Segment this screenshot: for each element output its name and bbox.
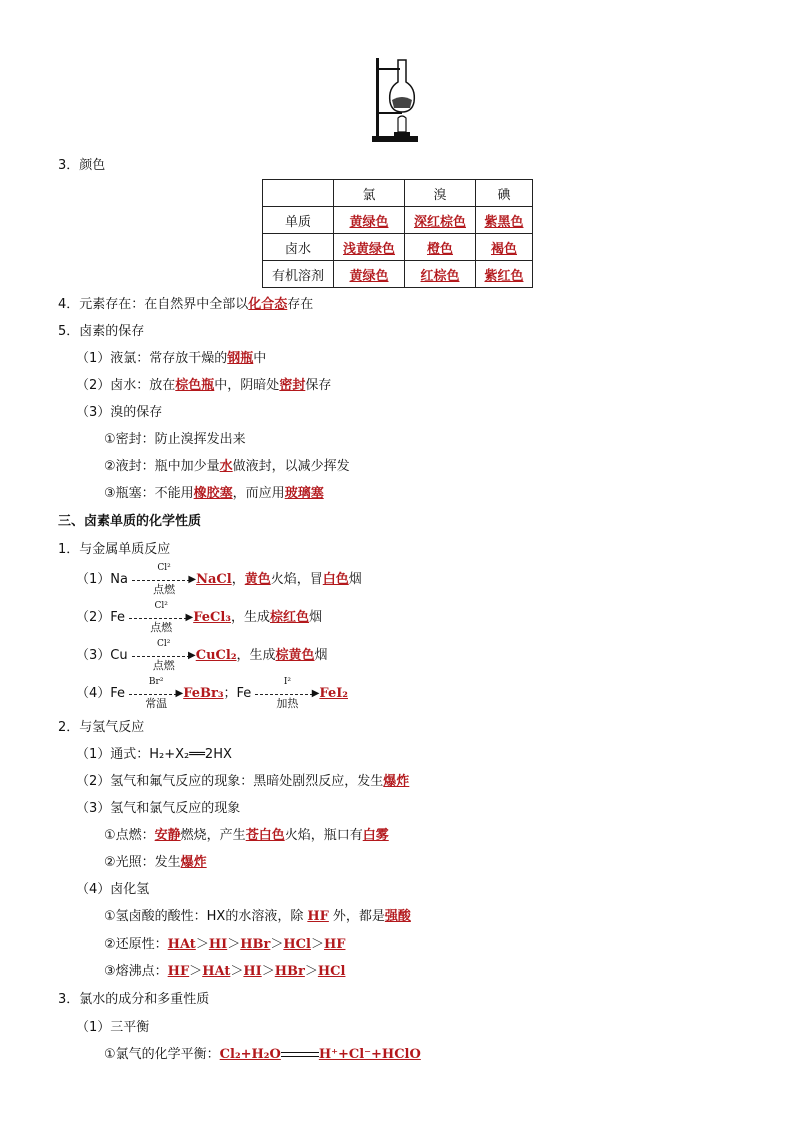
fluorine-line: （2）氢气和氟气反应的现象：黑暗处剧烈反应，发生爆炸 bbox=[76, 774, 410, 789]
table-row bbox=[263, 207, 533, 234]
storage-heading: 5．卤素的保存 bbox=[58, 324, 145, 339]
light-line: ②光照：发生爆炸 bbox=[104, 855, 207, 870]
halogen-water-line: （2）卤水：放在棕色瓶中，阴暗处密封保存 bbox=[76, 378, 332, 393]
general-formula-line: （1）通式：H₂+X₂══2HX bbox=[76, 747, 232, 762]
na-reaction-line: （1）Na Cl² ▶ 点燃 NaCl，黄色火焰，冒白色烟 bbox=[76, 562, 362, 596]
table-header: 溴 bbox=[405, 180, 476, 207]
halogen-color-table bbox=[262, 179, 533, 288]
table-row-label: 有机溶剂 bbox=[263, 261, 334, 288]
reaction-arrow: Br² ▶ 常温 bbox=[129, 683, 183, 705]
chlorine-water-heading: 3．氯水的成分和多重性质 bbox=[58, 992, 210, 1007]
fe-bromine-iodine-line: （4）Fe Br² ▶ 常温 FeBr₃；Fe I² ▶ 加热 FeI₂ bbox=[76, 676, 348, 710]
liquid-seal-line: ②液封：瓶中加少量水做液封，以减少挥发 bbox=[104, 459, 350, 474]
cu-reaction-line: （3）Cu Cl² ▶ 点燃 CuCl₂，生成棕黄色烟 bbox=[76, 638, 328, 672]
reducing-line: ②还原性：HAt＞HI＞HBr＞HCl＞HF bbox=[104, 937, 346, 952]
seal-line: ①密封：防止溴挥发出来 bbox=[104, 432, 246, 447]
table-cell: 橙色 bbox=[405, 234, 476, 261]
ignite-line: ①点燃：安静燃烧，产生苍白色火焰，瓶口有白雾 bbox=[104, 828, 389, 843]
table-row-label: 卤水 bbox=[263, 234, 334, 261]
table-cell: 褐色 bbox=[476, 234, 533, 261]
table-cell bbox=[263, 180, 334, 207]
liquid-chlorine-line: （1）液氯：常存放干燥的钢瓶中 bbox=[76, 351, 267, 366]
table-row-label: 单质 bbox=[263, 207, 334, 234]
table-cell: 红棕色 bbox=[405, 261, 476, 288]
reaction-arrow: Cl² ▶ 点燃 bbox=[132, 569, 196, 591]
bromine-storage-heading: （3）溴的保存 bbox=[76, 405, 163, 420]
reaction-arrow: Cl² ▶ 点燃 bbox=[132, 645, 196, 667]
table-cell: 紫黑色 bbox=[476, 207, 533, 234]
table-row bbox=[263, 234, 533, 261]
table-header: 碘 bbox=[476, 180, 533, 207]
equilibrium-line: ①氯气的化学平衡：Cl₂+H₂O H⁺+Cl⁻+HClO bbox=[104, 1047, 421, 1062]
chemical-properties-heading: 三、卤素单质的化学性质 bbox=[58, 514, 202, 529]
three-balance-heading: （1）三平衡 bbox=[76, 1020, 150, 1035]
reaction-arrow: Cl² ▶ 点燃 bbox=[129, 607, 193, 629]
fe-reaction-line: （2）Fe Cl² ▶ 点燃 FeCl₃，生成棕红色烟 bbox=[76, 600, 323, 634]
metal-reaction-heading: 1．与金属单质反应 bbox=[58, 542, 171, 557]
lab-apparatus-illustration bbox=[372, 56, 424, 144]
existence-line: 4．元素存在：在自然界中全部以化合态存在 bbox=[58, 297, 314, 312]
reaction-arrow: I² ▶ 加热 bbox=[255, 683, 319, 705]
table-header-row bbox=[263, 180, 533, 207]
equilibrium-arrow-icon bbox=[281, 1048, 319, 1062]
table-cell: 深红棕色 bbox=[405, 207, 476, 234]
table-row bbox=[263, 261, 533, 288]
table-cell: 黄绿色 bbox=[334, 207, 405, 234]
hydrogen-halide-heading: （4）卤化氢 bbox=[76, 882, 150, 897]
acidity-line: ①氢卤酸的酸性：HX的水溶液，除 HF 外，都是强酸 bbox=[104, 909, 411, 924]
section-heading-color: 3．颜色 bbox=[58, 158, 106, 173]
boiling-line: ③熔沸点：HF＞HAt＞HI＞HBr＞HCl bbox=[104, 964, 346, 979]
table-cell: 紫红色 bbox=[476, 261, 533, 288]
chlorine-reaction-heading: （3）氢气和氯气反应的现象 bbox=[76, 801, 241, 816]
hydrogen-reaction-heading: 2．与氢气反应 bbox=[58, 720, 145, 735]
table-header: 氯 bbox=[334, 180, 405, 207]
table-cell: 浅黄绿色 bbox=[334, 234, 405, 261]
table-cell: 黄绿色 bbox=[334, 261, 405, 288]
stopper-line: ③瓶塞：不能用橡胶塞，而应用玻璃塞 bbox=[104, 486, 324, 501]
